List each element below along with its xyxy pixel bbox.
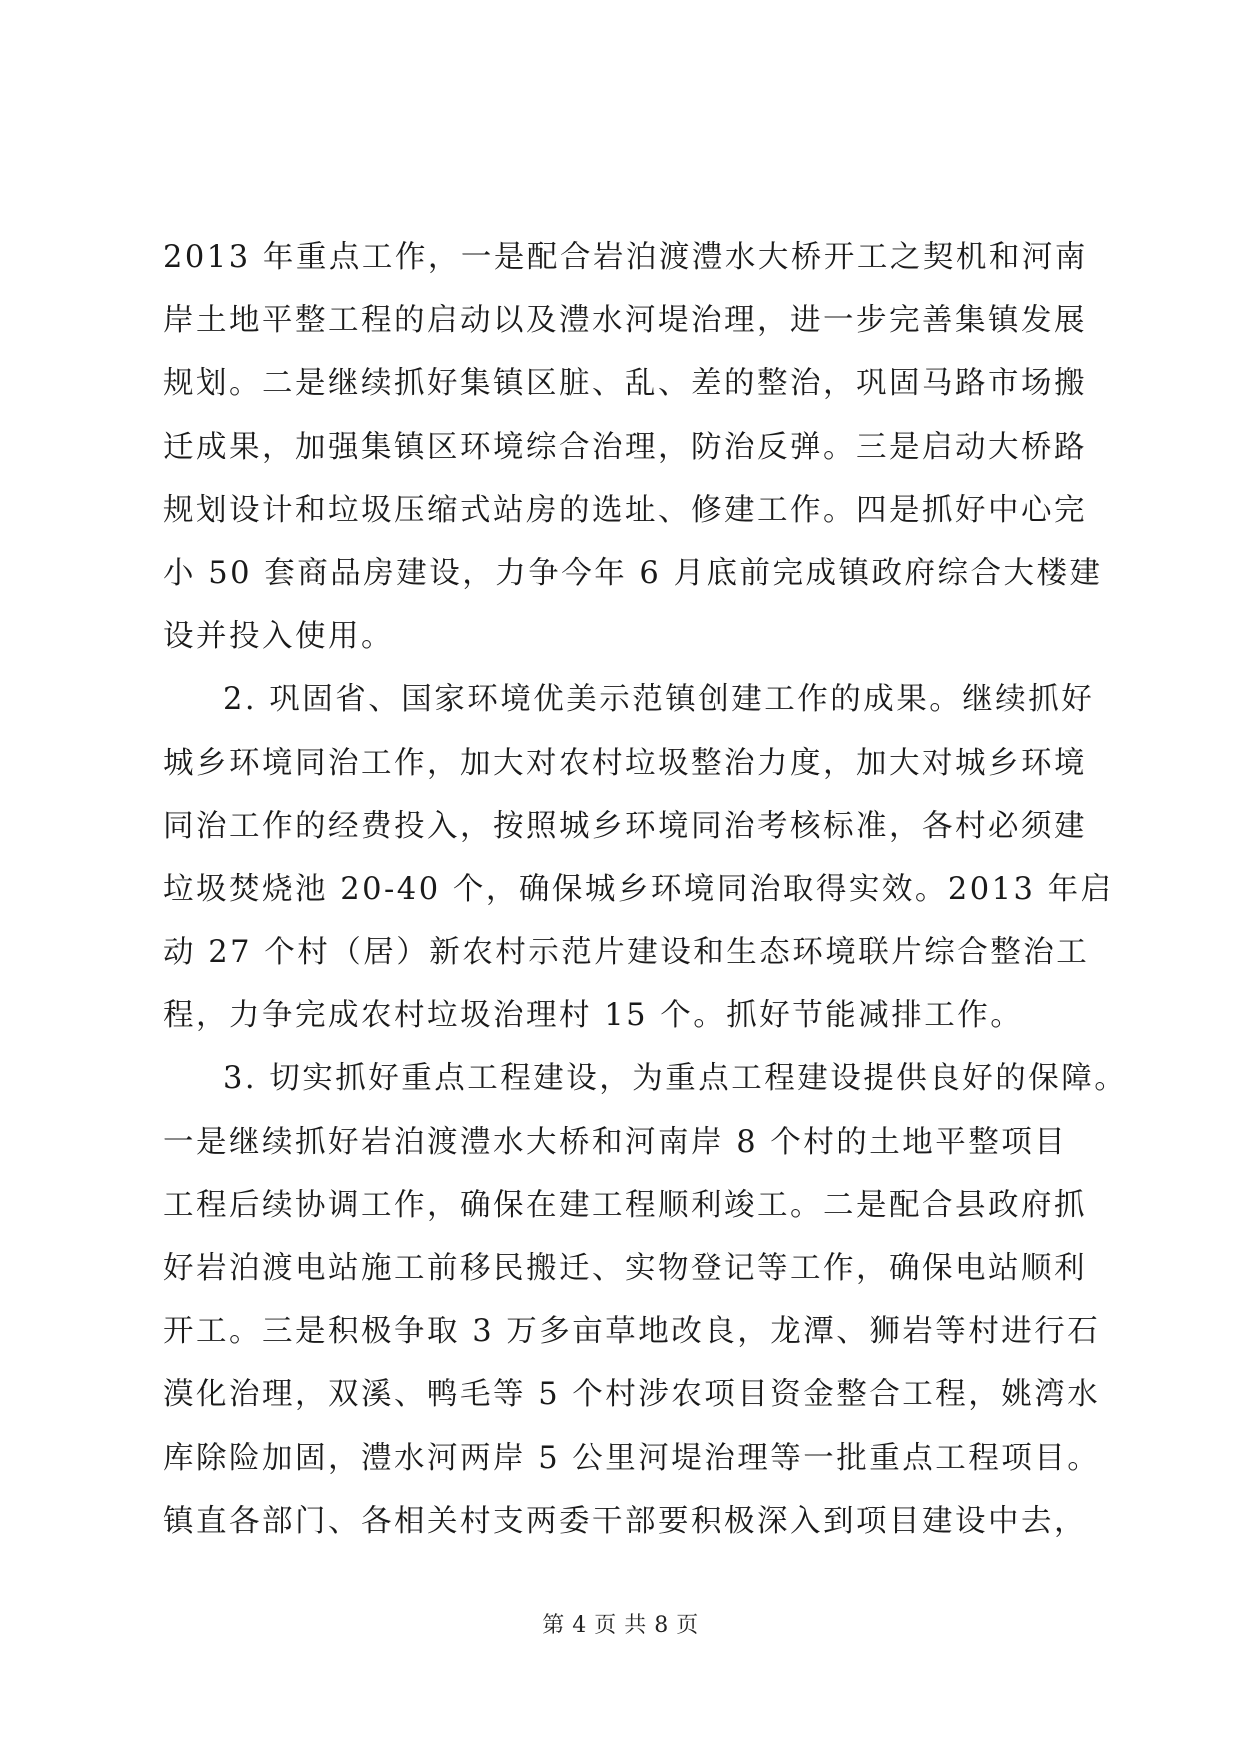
text-line: 开工。三是积极争取 3 万多亩草地改良，龙潭、狮岩等村进行石 [163,1314,1101,1350]
text-line: 规划设计和垃圾压缩式站房的选址、修建工作。四是抓好中心完 [163,492,1087,528]
text-line: 同治工作的经费投入，按照城乡环境同治考核标准，各村必须建 [163,808,1087,844]
text-line: 一是继续抓好岩泊渡澧水大桥和河南岸 8 个村的土地平整项目 [163,1124,1068,1160]
text-line: 2. 巩固省、国家环境优美示范镇创建工作的成果。继续抓好 [223,682,1095,718]
text-line: 3. 切实抓好重点工程建设，为重点工程建设提供良好的保障。 [223,1061,1128,1097]
text-line: 规划。二是继续抓好集镇区脏、乱、差的整治，巩固马路市场搬 [163,366,1087,402]
text-line: 迁成果，加强集镇区环境综合治理，防治反弹。三是启动大桥路 [163,429,1087,465]
text-line: 动 27 个村（居）新农村示范片建设和生态环境联片综合整治工 [163,935,1090,971]
paragraph-item-2 [163,668,1114,1047]
text-line: 城乡环境同治工作，加大对农村垃圾整治力度，加大对城乡环境 [163,745,1087,781]
text-line: 好岩泊渡电站施工前移民搬迁、实物登记等工作，确保电站顺利 [163,1251,1087,1286]
page-number-footer: 第 4 页 共 8 页 [542,1613,699,1638]
text-line: 工程后续协调工作，确保在建工程顺利竣工。二是配合县政府抓 [163,1187,1087,1223]
text-line: 岸土地平整工程的启动以及澧水河堤治理，进一步完善集镇发展 [163,303,1087,339]
text-line: 库除险加固，澧水河两岸 5 公里河堤治理等一批重点工程项目。 [163,1440,1101,1476]
document-body [163,226,1128,1553]
text-line: 镇直各部门、各相关村支两委干部要积极深入到项目建设中去， [163,1503,1087,1539]
text-line: 设并投入使用。 [163,619,394,655]
text-line: 垃圾焚烧池 20-40 个，确保城乡环境同治取得实效。2013 年启 [163,871,1114,907]
paragraph-item-3 [163,1047,1128,1553]
text-line: 2013 年重点工作，一是配合岩泊渡澧水大桥开工之契机和河南 [163,240,1088,275]
text-line: 漠化治理，双溪、鸭毛等 5 个村涉农项目资金整合工程，姚湾水 [163,1377,1101,1413]
paragraph-continued [163,226,1103,668]
text-line: 小 50 套商品房建设，力争今年 6 月底前完成镇政府综合大楼建 [163,555,1103,591]
text-line: 程，力争完成农村垃圾治理村 15 个。抓好节能减排工作。 [163,998,1024,1034]
